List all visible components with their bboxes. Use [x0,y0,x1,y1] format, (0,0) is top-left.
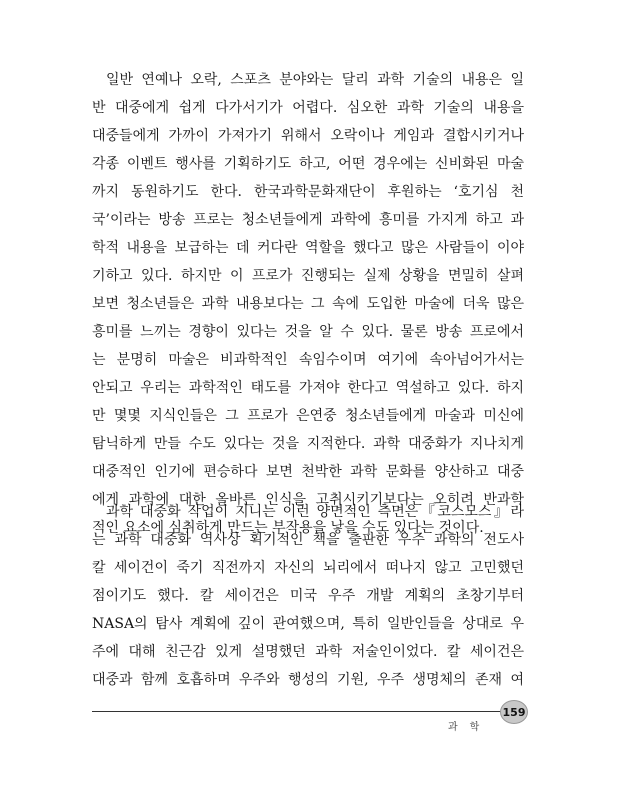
page-number-badge [500,700,528,724]
paragraph-line: 점이기도 했다. 칼 세이건은 미국 우주 개발 계획의 초창기부터 [92,588,524,604]
paragraph-line: 보면 청소년들은 과학 내용보다는 그 속에 도입한 마술에 더욱 많은 [92,296,524,312]
paragraph-line: 반 대중에게 쉽게 다가서기가 어렵다. 심오한 과학 기술의 내용을 [92,100,524,116]
paragraph-line: NASA의 탐사 계획에 깊이 관여했으며, 특히 일반인들을 상대로 우 [92,616,524,632]
paragraph-line: 적인 요소에 심취하게 만드는 부작용을 낳을 수도 있다는 것이다. [92,520,484,536]
paragraph-line: 안되고 우리는 과학적인 태도를 가져야 한다고 역설하고 있다. 하지 [92,380,524,396]
paragraph-line: 학적 내용을 보급하는 데 커다란 역할을 했다고 많은 사람들이 이야 [92,240,524,256]
paragraph-line: 과학 대중화 작업이 지니는 이런 양면적인 측면은『코스모스』라 [106,504,524,520]
paragraph-line: 대중과 함께 호흡하며 우주와 행성의 기원, 우주 생명체의 존재 여 [92,672,524,688]
paragraph-line: 각종 이벤트 행사를 기획하기도 하고, 어떤 경우에는 신비화된 마술 [92,156,524,172]
paragraph-line: 칼 세이건이 죽기 직전까지 자신의 뇌리에서 떠나지 않고 고민했던 [92,560,524,576]
running-footer-title: 과학 [448,722,492,733]
paragraph-line: 기하고 있다. 하지만 이 프로가 진행되는 실제 상황을 면밀히 살펴 [92,268,524,284]
paragraph-line: 흥미를 느끼는 경향이 있다는 것을 알 수 있다. 물론 방송 프로에서 [92,324,524,340]
paragraph-line: 에게 과학에 대한 올바른 인식을 고취시키기보다는 오히려 반과학 [92,492,524,508]
paragraph-line: 대중적인 인기에 편승하다 보면 천박한 과학 문화를 양산하고 대중 [92,464,524,480]
paragraph-line: 대중들에게 가까이 가져가기 위해서 오락이나 게임과 결합시키거나 [92,128,524,144]
paragraph-line: 는 과학 대중화 역사상 획기적인 책을 출판한 우주 과학의 전도사 [92,532,524,548]
paragraph-line: 일반 연예나 오락, 스포츠 분야와는 달리 과학 기술의 내용은 일 [106,72,524,88]
page-number: 159 [502,705,526,719]
paragraph-line: 국’이라는 방송 프로는 청소년들에게 과학에 흥미를 가지게 하고 과 [92,212,524,228]
paragraph-line: 는 분명히 마술은 비과학적인 속임수이며 여기에 속아넘어가서는 [92,352,524,368]
paragraph-line: 만 몇몇 지식인들은 그 프로가 은연중 청소년들에게 마술과 미신에 [92,408,524,424]
paragraph-line: 탐닉하게 만들 수도 있다는 것을 지적한다. 과학 대중화가 지나치게 [92,436,524,452]
paragraph-line: 주에 대해 친근감 있게 설명했던 과학 저술인이었다. 칼 세이건은 [92,644,524,660]
paragraph-line: 까지 동원하기도 한다. 한국과학문화재단이 후원하는 ‘호기심 천 [92,184,524,200]
footer-rule [92,711,507,712]
